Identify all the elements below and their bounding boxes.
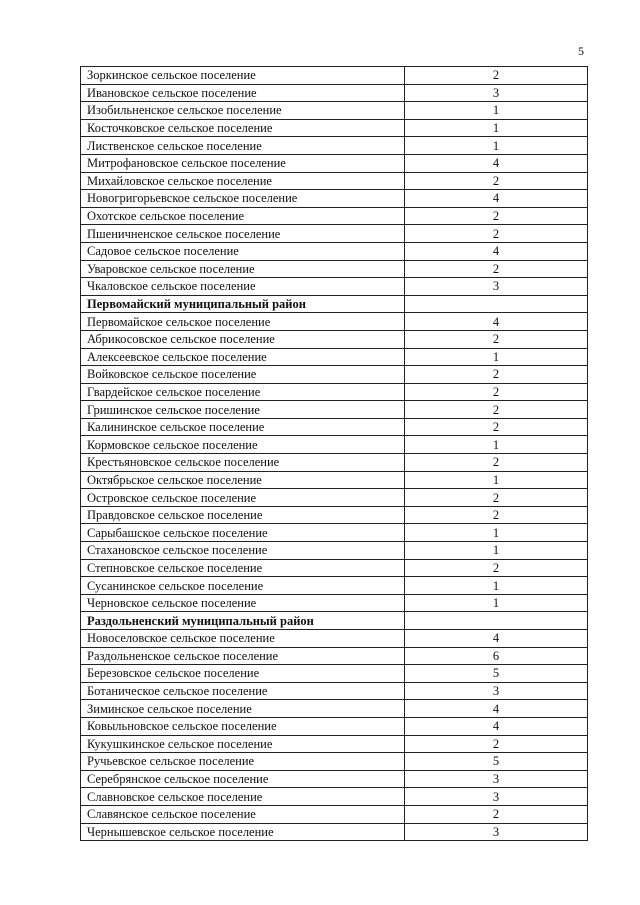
settlement-count: 4 (405, 630, 588, 648)
settlement-count: 4 (405, 700, 588, 718)
settlement-name: Изобильненское сельское поселение (81, 102, 405, 120)
settlement-name: Калининское сельское поселение (81, 418, 405, 436)
table-row (81, 823, 588, 841)
settlement-name: Октябрьское сельское поселение (81, 471, 405, 489)
settlement-name: Абрикосовское сельское поселение (81, 330, 405, 348)
settlement-name: Чернышевское сельское поселение (81, 823, 405, 841)
settlement-count: 2 (405, 67, 588, 85)
settlement-name: Новоселовское сельское поселение (81, 630, 405, 648)
table-row (81, 383, 588, 401)
table-row (81, 137, 588, 155)
district-name: Раздольненский муниципальный район (81, 612, 405, 630)
section-row (81, 295, 588, 313)
settlement-name: Березовское сельское поселение (81, 665, 405, 683)
settlement-count: 1 (405, 119, 588, 137)
settlement-count: 2 (405, 383, 588, 401)
table-row (81, 753, 588, 771)
settlement-name: Ручьевское сельское поселение (81, 753, 405, 771)
settlement-name: Серебрянское сельское поселение (81, 770, 405, 788)
settlement-name: Кукушкинское сельское поселение (81, 735, 405, 753)
settlement-name: Славновское сельское поселение (81, 788, 405, 806)
settlement-name: Черновское сельское поселение (81, 594, 405, 612)
table-row (81, 454, 588, 472)
section-row (81, 612, 588, 630)
settlement-name: Ковыльновское сельское поселение (81, 717, 405, 735)
settlement-count: 2 (405, 366, 588, 384)
settlement-count: 2 (405, 418, 588, 436)
table-row (81, 577, 588, 595)
settlement-name: Зиминское сельское поселение (81, 700, 405, 718)
table-row (81, 542, 588, 560)
settlement-name: Славянское сельское поселение (81, 805, 405, 823)
settlement-name: Крестьяновское сельское поселение (81, 454, 405, 472)
settlement-count: 2 (405, 225, 588, 243)
table-row (81, 805, 588, 823)
settlements-table (80, 66, 588, 841)
settlement-name: Кормовское сельское поселение (81, 436, 405, 454)
table-row (81, 665, 588, 683)
settlement-count (405, 295, 588, 313)
settlement-name: Гришинское сельское поселение (81, 401, 405, 419)
settlement-count: 1 (405, 471, 588, 489)
table-row (81, 260, 588, 278)
table-row (81, 436, 588, 454)
settlement-count: 1 (405, 594, 588, 612)
settlement-count: 6 (405, 647, 588, 665)
settlement-name: Митрофановское сельское поселение (81, 154, 405, 172)
settlement-count: 2 (405, 559, 588, 577)
settlement-count: 4 (405, 242, 588, 260)
settlement-count: 2 (405, 506, 588, 524)
table-row (81, 788, 588, 806)
settlement-count: 3 (405, 823, 588, 841)
settlement-count: 1 (405, 577, 588, 595)
settlement-count: 1 (405, 348, 588, 366)
settlement-count: 2 (405, 805, 588, 823)
settlement-count: 5 (405, 753, 588, 771)
table-row (81, 630, 588, 648)
settlement-name: Раздольненское сельское поселение (81, 647, 405, 665)
settlement-count: 1 (405, 102, 588, 120)
settlement-name: Островское сельское поселение (81, 489, 405, 507)
district-name: Первомайский муниципальный район (81, 295, 405, 313)
table-row (81, 348, 588, 366)
table-row (81, 172, 588, 190)
table-row (81, 700, 588, 718)
settlement-count: 3 (405, 682, 588, 700)
settlement-name: Войковское сельское поселение (81, 366, 405, 384)
settlement-count: 2 (405, 401, 588, 419)
table-row (81, 225, 588, 243)
table-row (81, 506, 588, 524)
settlement-count: 2 (405, 489, 588, 507)
settlement-name: Михайловское сельское поселение (81, 172, 405, 190)
settlement-count: 3 (405, 788, 588, 806)
settlement-name: Лиственское сельское поселение (81, 137, 405, 155)
settlement-count: 1 (405, 542, 588, 560)
settlement-count: 2 (405, 454, 588, 472)
settlement-name: Охотское сельское поселение (81, 207, 405, 225)
settlement-name: Ботаническое сельское поселение (81, 682, 405, 700)
table-row (81, 119, 588, 137)
settlement-count: 5 (405, 665, 588, 683)
settlement-name: Первомайское сельское поселение (81, 313, 405, 331)
settlement-name: Стахановское сельское поселение (81, 542, 405, 560)
settlement-count: 2 (405, 172, 588, 190)
page-number: 5 (578, 44, 584, 58)
table-row (81, 647, 588, 665)
table-row (81, 682, 588, 700)
table-row (81, 401, 588, 419)
settlement-name: Правдовское сельское поселение (81, 506, 405, 524)
settlement-count: 3 (405, 84, 588, 102)
settlement-count: 4 (405, 717, 588, 735)
settlement-count: 2 (405, 330, 588, 348)
settlement-name: Косточковское сельское поселение (81, 119, 405, 137)
table-row (81, 102, 588, 120)
settlement-name: Ивановское сельское поселение (81, 84, 405, 102)
table-row (81, 717, 588, 735)
table-row (81, 366, 588, 384)
table-row (81, 67, 588, 85)
table-row (81, 154, 588, 172)
table-body (81, 67, 588, 841)
settlement-name: Садовое сельское поселение (81, 242, 405, 260)
table-row (81, 770, 588, 788)
settlement-name: Зоркинское сельское поселение (81, 67, 405, 85)
settlement-name: Новогригорьевское сельское поселение (81, 190, 405, 208)
table-row (81, 594, 588, 612)
settlement-name: Пшеничненское сельское поселение (81, 225, 405, 243)
table-row (81, 524, 588, 542)
table-row (81, 313, 588, 331)
settlement-name: Сарыбашское сельское поселение (81, 524, 405, 542)
settlement-count: 2 (405, 735, 588, 753)
table-row (81, 242, 588, 260)
table-row (81, 330, 588, 348)
settlement-count: 3 (405, 770, 588, 788)
table-row (81, 278, 588, 296)
table-row (81, 84, 588, 102)
settlement-count: 2 (405, 260, 588, 278)
table-row (81, 418, 588, 436)
settlement-name: Гвардейское сельское поселение (81, 383, 405, 401)
table-row (81, 471, 588, 489)
settlement-count: 3 (405, 278, 588, 296)
settlement-name: Уваровское сельское поселение (81, 260, 405, 278)
settlement-count (405, 612, 588, 630)
settlement-name: Степновское сельское поселение (81, 559, 405, 577)
settlement-name: Чкаловское сельское поселение (81, 278, 405, 296)
settlement-count: 4 (405, 190, 588, 208)
settlement-count: 1 (405, 436, 588, 454)
settlement-name: Алексеевское сельское поселение (81, 348, 405, 366)
settlement-count: 1 (405, 524, 588, 542)
settlement-name: Сусанинское сельское поселение (81, 577, 405, 595)
table-row (81, 559, 588, 577)
settlement-count: 4 (405, 313, 588, 331)
table-row (81, 190, 588, 208)
table-row (81, 489, 588, 507)
settlement-count: 1 (405, 137, 588, 155)
settlement-count: 2 (405, 207, 588, 225)
table-row (81, 735, 588, 753)
settlement-count: 4 (405, 154, 588, 172)
table-row (81, 207, 588, 225)
